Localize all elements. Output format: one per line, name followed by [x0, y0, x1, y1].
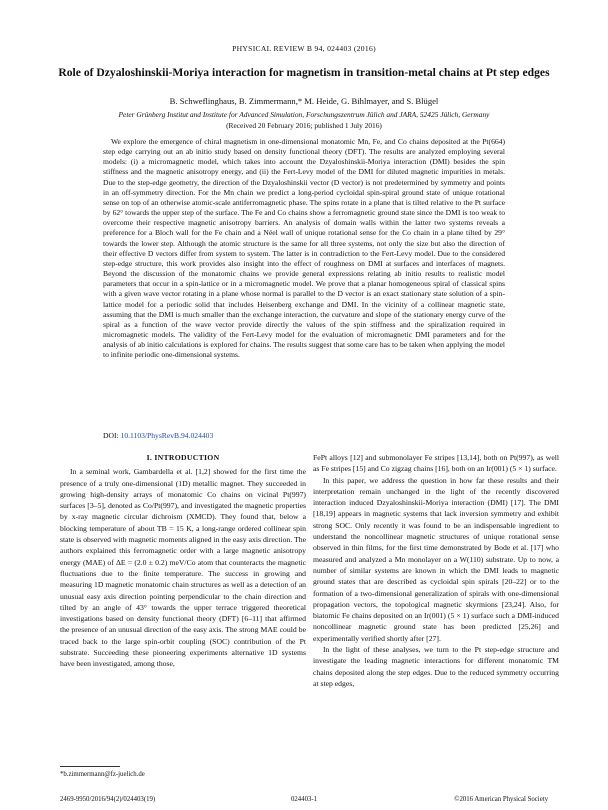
- abstract: We explore the emergence of chiral magnetism in one-dimensional monatomic Mn, Fe, and Co chains deposited at the Pt(664) step edge carrying out an ab initio study based on density functional theory (DFT). The results are analyzed employing several models: (i) a micromagnetic model, which takes into account the Dzyaloshinskii-Moriya interaction (DMI) besides the spin stiffness and the magnetic anisotropy energy, and (ii) the Fert-Levy model of the DMI for diluted magnetic impurities in metals. Due to the step-edge geometry, the direction of the Dzyaloshinskii vector (D vector) is not predetermined by symmetry and points in an off-symmetry direction. For the Mn chain we predict a long-period cycloidal spin-spiral ground state of unique rotational sense on top of an otherwise atomic-scale antiferromagnetic phase. The spins rotate in a plane that is tilted relative to the Pt surface by 62° towards the upper step of the surface. The Fe and Co chains show a ferromagnetic ground state since the DMI is too weak to overcome their respective magnetic anisotropy barriers. An analysis of domain walls within the latter two systems reveals a preference for a Bloch wall for the Fe chain and a Néel wall of unique rotational sense for the Co chain in a plane tilted by 29° towards the lower step. Although the atomic structure is the same for all three systems, not only the size but also the direction of their effective D vectors differ from system to system. The latter is in contradiction to the Fert-Levy model. Due to the considered step-edge structure, this work provides also insight into the effect of roughness on DMI at surfaces and interfaces of magnets. Beyond the discussion of the monatomic chains we provide general expressions relating ab initio results to realistic model parameters that occur in a spin-lattice or in a micromagnetic model. We prove that a planar homogeneous spiral of classical spins with a given wave vector rotating in a plane whose normal is parallel to the D vector is an exact stationary state solution of a spin-lattice model for a periodic solid that includes Heisenberg exchange and DMI. In the vicinity of a collinear magnetic state, assuming that the DMI is much smaller than the exchange interaction, the curvature and slope of the stationary energy curve of the spiral as a function of the wave vector provide directly the values of the spin stiffness and the spiralization required in micromagnetic models. The validity of the Fert-Levy model for the evaluation of micromagnetic DMI parameters and for the analysis of ab initio calculations is explored for chains. The results suggest that some care has to be taken when applying the model to infinite periodic one-dimensional systems.: [103, 137, 505, 360]
- footer-copyright: ©2016 American Physical Society: [454, 796, 548, 803]
- intro-paragraph-2: In this paper, we address the question in how far these results and their interpretation remain unchanged in the light of the recently discovered interaction induced Dzyaloshinskii-Moriya interaction (DMI) [17]. The DMI [18,19] appears in magnetic systems that lack inversion symmetry and exhibit strong SOC. Only recently it was found to be an indispensable ingredient to understand the noncollinear magnetic structures of unique rotational sense observed in thin films, for the first time demonstrated by Bode et al. [17] who measured and analyzed a Mn monolayer on a W(110) substrate. Up to now, a number of similar systems are known in which the DMI leads to magnetic ground states that are described as cycloidal spin spirals [20–22] or to the formation of a two-dimensional generalization of spirals with one-dimensional propagation vectors, the topological magnetic skyrmions [23,24]. Also, for biatomic Fe chains deposited on an Ir(001) (5 × 1) surface such a DMI-induced noncollinear magnetic ground state has been predicted [25,26] and experimentally verified shortly after [27].: [313, 475, 559, 643]
- affiliation: Peter Grünberg Institut and Institute for Advanced Simulation, Forschungszentrum Jülich and JARA, 52425 Jülich, Germany: [118, 110, 490, 119]
- journal-header: PHYSICAL REVIEW B 94, 024403 (2016): [232, 44, 376, 53]
- intro-paragraph-1-continued: FePt alloys [12] and submonolayer Fe stripes [13,14], both on Pt(997), as well as Fe stripes [15] and Co zigzag chains [16], both on an Ir(001) (5 × 1) surface.: [313, 453, 559, 474]
- section-heading-introduction: I. INTRODUCTION: [146, 453, 220, 462]
- corresponding-email-footnote[interactable]: *b.zimmermann@fz-juelich.de: [60, 771, 145, 778]
- intro-paragraph-3: In the light of these analyses, we turn to the Pt step-edge structure and investigate the leading magnetic interactions for different monatomic TM chains deposited along the step edges. Due to the reduced symmetry occurring at step edges,: [313, 645, 559, 688]
- intro-paragraph-1: In a seminal work, Gambardella et al. [1,2] showed for the first time the presence of a truly one-dimensional (1D) metallic magnet. They succeeded in growing high-density arrays of monatomic Co chains on vicinal Pt(997) surfaces [3–5], denoted as Co/Pt(997), and investigated the magnetic properties by x-ray magnetic circular dichroism (XMCD). They found that, below a blocking temperature of about TB = 15 K, a long-range ordered collinear spin state is observed with magnetic moments aligned in the easy axis direction. The authors explained this ferromagnetic order with a large magnetic anisotropy energy (MAE) of ΔE = (2.0 ± 0.2) meV/Co atom that counteracts the magnetic fluctuations due to the finite temperature. The success in growing and measuring 1D magnetic monatomic chain structures as well as a detection of an unusual easy axis direction pointing perpendicular to the chain direction and tilted by an angle of 43° towards the upper terrace triggered theoretical investigations based on density functional theory (DFT) [6–11] that affirmed the presence of an unusual direction of the easy axis. The strong MAE could be traced back to the large spin-orbit coupling (SOC) contribution of the Pt substrate. Succeeding these pioneering experiments alternative 1D systems have been investigated, among those,: [60, 467, 306, 669]
- doi-line: [103, 431, 213, 440]
- doi-label: DOI:: [103, 431, 119, 440]
- footer-issn: 2469-9950/2016/94(2)/024403(19): [60, 796, 156, 803]
- doi-link[interactable]: 10.1103/PhysRevB.94.024403: [120, 431, 214, 440]
- right-column: [313, 452, 559, 689]
- footer-page-number: 024403-1: [290, 796, 318, 803]
- paper-title: Role of Dzyaloshinskii-Moriya interaction for magnetism in transition-metal chains at Pt step edges: [58, 66, 550, 79]
- footnote-divider: [60, 766, 120, 767]
- left-column: [60, 452, 306, 670]
- received-date: (Received 20 February 2016; published 1 July 2016): [226, 121, 382, 130]
- author-list: B. Schweflinghaus, B. Zimmermann,* M. Heide, G. Bihlmayer, and S. Blügel: [169, 96, 439, 106]
